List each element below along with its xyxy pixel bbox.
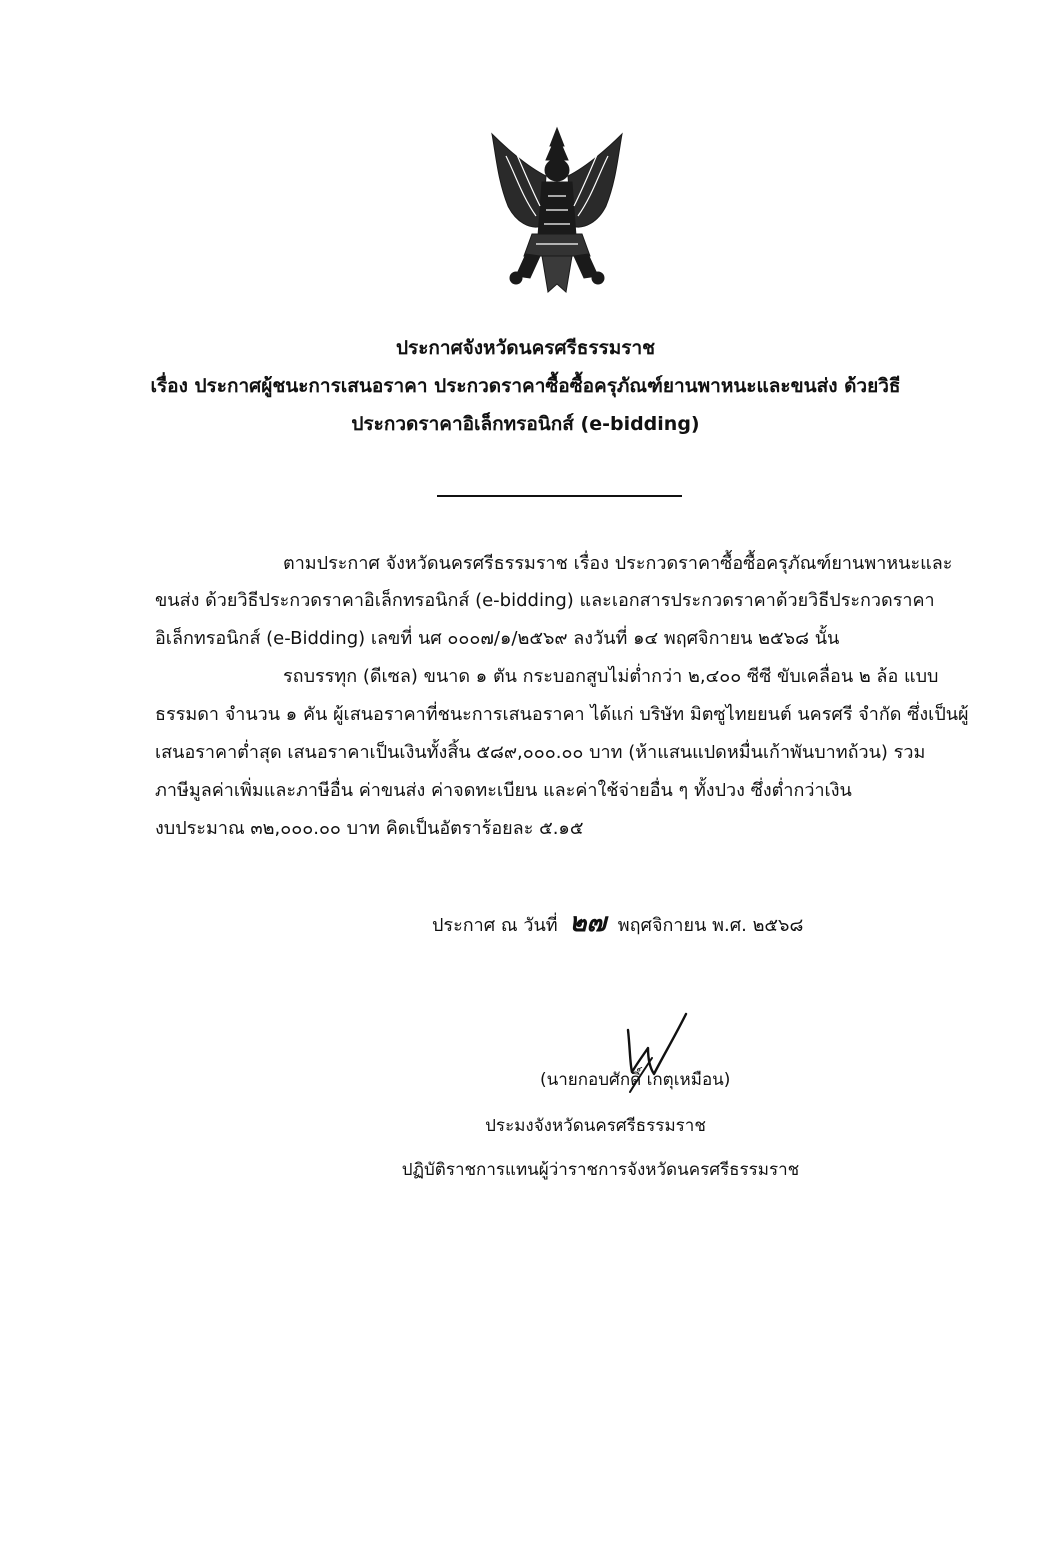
signer-acting-row [0,1156,1051,1183]
signer-name [0,1066,1051,1093]
paragraph-2-line-3: เสนอราคาต่ำสุด เสนอราคาเป็นเงินทั้งสิ้น ๕๘๙,๐๐๐.๐๐ บาท (ห้าแสนแปดหมื่นเก้าพันบาทถ้วน) รวม [155,742,926,763]
date-prefix: ประกาศ ณ วันที่ [432,915,558,936]
announcement-date [432,902,803,943]
title-line-2: เรื่อง ประกาศผู้ชนะการเสนอราคา ประกวดราคาซื้อซื้อครุภัณฑ์ยานพาหนะและขนส่ง ด้วยวิธี [150,375,901,397]
paragraph-2-line-1: รถบรรทุก (ดีเซล) ขนาด ๑ ตัน กระบอกสูบไม่ต่ำกว่า ๒,๔๐๐ ซีซี ขับเคลื่อน ๒ ล้อ แบบ [283,666,939,687]
paragraph-1-line-1: ตามประกาศ จังหวัดนครศรีธรรมราช เรื่อง ประกวดราคาซื้อซื้อครุภัณฑ์ยานพาหนะและ [283,553,953,574]
title-divider [437,495,682,497]
paragraph-2-line-5: งบประมาณ ๓๒,๐๐๐.๐๐ บาท คิดเป็นอัตราร้อยละ ๕.๑๕ [155,818,584,839]
date-suffix: พฤศจิกายน พ.ศ. ๒๕๖๘ [617,915,804,936]
paragraph-1-line-3: อิเล็กทรอนิกส์ (e-Bidding) เลขที่ นศ ๐๐๐๗/๑/๒๕๖๙ ลงวันที่ ๑๔ พฤศจิกายน ๒๕๖๘ นั้น [155,628,840,649]
signer-position: ประมงจังหวัดนครศรีธรรมราช [485,1116,706,1136]
handwritten-day: ๒๗ [569,908,607,938]
paragraph-1-line-2: ขนส่ง ด้วยวิธีประกวดราคาอิเล็กทรอนิกส์ (e-bidding) และเอกสารประกวดราคาด้วยวิธีประกวดราคา [155,590,935,611]
title-line-1: ประกาศจังหวัดนครศรีธรรมราช [395,337,656,359]
paragraph-2-line-2: ธรรมดา จำนวน ๑ คัน ผู้เสนอราคาที่ชนะการเสนอราคา ได้แก่ บริษัท มิตซูไทยยนต์ นครศรี จำกัด ซึ่งเป็นผู้ [155,704,969,725]
signer-position-row [0,1112,1051,1139]
announcement-title [0,329,1051,443]
title-line-3: ประกวดราคาอิเล็กทรอนิกส์ (e-bidding) [351,413,700,435]
signer-acting: ปฏิบัติราชการแทนผู้ว่าราชการจังหวัดนครศรีธรรมราช [401,1160,800,1180]
garuda-emblem [486,126,628,294]
signer-name-text: (นายกอบศักดิ์ เกตุเหมือน) [540,1070,731,1090]
paragraph-2-line-4: ภาษีมูลค่าเพิ่มและภาษีอื่น ค่าขนส่ง ค่าจดทะเบียน และค่าใช้จ่ายอื่น ๆ ทั้งปวง ซึ่งต่ำกว่าเงิน [155,780,852,801]
